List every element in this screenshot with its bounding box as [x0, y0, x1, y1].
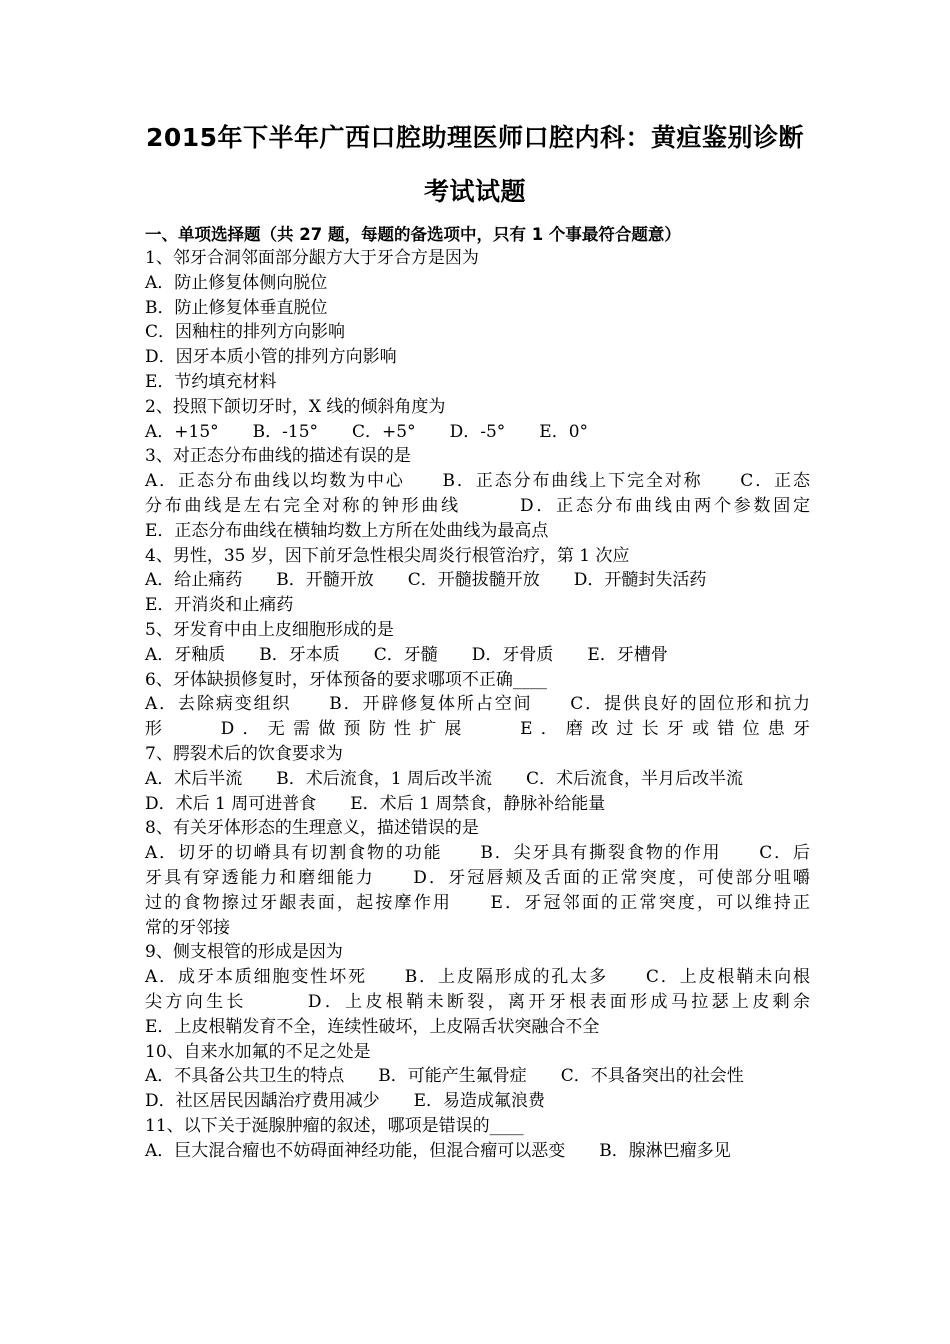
text-line: 4、男性，35 岁，因下前牙急性根尖周炎行根管治疗，第 1 次应 [145, 545, 630, 566]
text-line: E．开消炎和止痛药 [145, 595, 294, 616]
document-title-line-2: 考试试题 [423, 177, 526, 206]
section-heading: 一、单项选择题（共 27 题，每题的备选项中，只有 1 个事最符合题意） [145, 225, 681, 244]
text-line: A．正态分布曲线以均数为中心 B．正态分布曲线上下完全对称 C．正态 [145, 471, 810, 492]
text-line: 8、有关牙体形态的生理意义，描述错误的是 [145, 818, 479, 839]
text-line: A．切牙的切嵴具有切割食物的功能 B．尖牙具有撕裂食物的作用 C．后 [145, 843, 810, 864]
text-line: 10、自来水加氟的不足之处是 [145, 1041, 371, 1062]
text-line: A．不具备公共卫生的特点 B．可能产生氟骨症 C．不具备突出的社会性 [145, 1066, 744, 1087]
text-line: 1、邻牙合洞邻面部分龈方大于牙合方是因为 [145, 248, 479, 268]
text-line: 11、以下关于涎腺肿瘤的叙述，哪项是错误的____ [145, 1115, 524, 1136]
text-line: 尖方向生长 D．上皮根鞘未断裂，离开牙根表面形成马拉瑟上皮剩余 [145, 991, 810, 1012]
text-line: A．术后半流 B．术后流食，1 周后改半流 C．术后流食，半月后改半流 [145, 768, 743, 789]
text-line: 6、牙体缺损修复时，牙体预备的要求哪项不正确____ [145, 669, 547, 690]
text-line: 常的牙邻接 [145, 917, 230, 938]
text-line: 牙具有穿透能力和磨细能力 D．牙冠唇颊及舌面的正常突度，可使部分咀嚼 [145, 867, 810, 888]
text-line: A．+15° B．-15° C．+5° D．-5° E．0° [145, 421, 589, 442]
text-line: 过的食物擦过牙龈表面，起按摩作用 E．牙冠邻面的正常突度，可以维持正 [145, 892, 810, 913]
text-line: E．正态分布曲线在横轴均数上方所在处曲线为最高点 [145, 520, 549, 541]
text-line: A．巨大混合瘤也不妨碍面神经功能，但混合瘤可以恶变 B．腺淋巴瘤多见 [145, 1140, 731, 1161]
text-line: A．防止修复体侧向脱位 [145, 272, 328, 293]
text-line: C．因釉柱的排列方向影响 [145, 322, 346, 343]
text-line: E．节约填充材料 [145, 371, 277, 392]
text-line: 7、腭裂术后的饮食要求为 [145, 743, 343, 764]
text-line: 3、对正态分布曲线的描述有误的是 [145, 446, 411, 467]
text-line: A．成牙本质细胞变性坏死 B．上皮隔形成的孔太多 C．上皮根鞘未向根 [145, 967, 810, 988]
text-line: B．防止修复体垂直脱位 [145, 297, 328, 318]
text-line: D．术后 1 周可进普食 E．术后 1 周禁食，静脉补给能量 [145, 793, 606, 814]
text-line: E．上皮根鞘发育不全，连续性破坏，上皮隔舌状突融合不全 [145, 1016, 600, 1037]
question-body [145, 246, 810, 1163]
text-line: A．牙釉质 B．牙本质 C．牙髓 D．牙骨质 E．牙槽骨 [145, 644, 668, 665]
text-line: 5、牙发育中由上皮细胞形成的是 [145, 619, 394, 640]
text-line: 形 D．无需做预防性扩展 E．磨改过长牙或错位患牙 [145, 719, 810, 740]
document-title-line-1: 2015年下半年广西口腔助理医师口腔内科：黄疸鉴别诊断 [145, 123, 805, 152]
text-line: A．去除病变组织 B．开辟修复体所占空间 C．提供良好的固位形和抗力 [145, 694, 810, 715]
text-line: D．社区居民因龋治疗费用减少 E．易造成氟浪费 [145, 1091, 546, 1112]
text-line: 分布曲线是左右完全对称的钟形曲线 D．正态分布曲线由两个参数固定 [145, 495, 810, 516]
text-line: 9、侧支根管的形成是因为 [145, 942, 343, 963]
text-line: 2、投照下颌切牙时，X 线的倾斜角度为 [145, 396, 446, 417]
text-line: D．因牙本质小管的排列方向影响 [145, 347, 397, 368]
text-line: A．给止痛药 B．开髓开放 C．开髓拔髓开放 D．开髓封失活药 [145, 570, 707, 591]
